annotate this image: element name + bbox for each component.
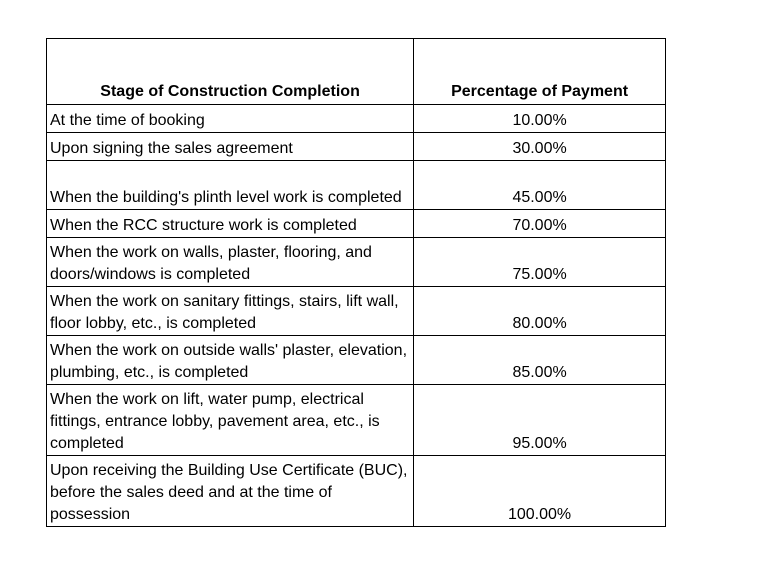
stage-cell: Upon signing the sales agreement bbox=[47, 133, 414, 161]
percentage-cell: 95.00% bbox=[414, 385, 666, 456]
percentage-cell: 45.00% bbox=[414, 161, 666, 210]
table-row bbox=[47, 385, 666, 456]
table-row bbox=[47, 105, 666, 133]
percentage-cell: 70.00% bbox=[414, 210, 666, 238]
stage-cell: When the RCC structure work is completed bbox=[47, 210, 414, 238]
percentage-cell: 75.00% bbox=[414, 238, 666, 287]
header-percentage: Percentage of Payment bbox=[414, 39, 666, 105]
percentage-cell: 100.00% bbox=[414, 456, 666, 527]
stage-cell: When the work on outside walls' plaster, elevation, plumbing, etc., is completed bbox=[47, 336, 414, 385]
percentage-cell: 30.00% bbox=[414, 133, 666, 161]
table-header-row bbox=[47, 39, 666, 105]
percentage-cell: 80.00% bbox=[414, 287, 666, 336]
stage-cell: When the building's plinth level work is completed bbox=[47, 161, 414, 210]
table-row bbox=[47, 238, 666, 287]
stage-cell: When the work on sanitary fittings, stairs, lift wall, floor lobby, etc., is completed bbox=[47, 287, 414, 336]
header-stage: Stage of Construction Completion bbox=[47, 39, 414, 105]
stage-cell: When the work on walls, plaster, flooring, and doors/windows is completed bbox=[47, 238, 414, 287]
table-row bbox=[47, 210, 666, 238]
table-row bbox=[47, 161, 666, 210]
percentage-cell: 10.00% bbox=[414, 105, 666, 133]
stage-cell: At the time of booking bbox=[47, 105, 414, 133]
table-row bbox=[47, 133, 666, 161]
stage-cell: Upon receiving the Building Use Certificate (BUC), before the sales deed and at the time of possession bbox=[47, 456, 414, 527]
table-row bbox=[47, 336, 666, 385]
stage-cell: When the work on lift, water pump, electrical fittings, entrance lobby, pavement area, etc., is completed bbox=[47, 385, 414, 456]
payment-schedule-table bbox=[46, 38, 666, 527]
table-row bbox=[47, 287, 666, 336]
table-row bbox=[47, 456, 666, 527]
percentage-cell: 85.00% bbox=[414, 336, 666, 385]
